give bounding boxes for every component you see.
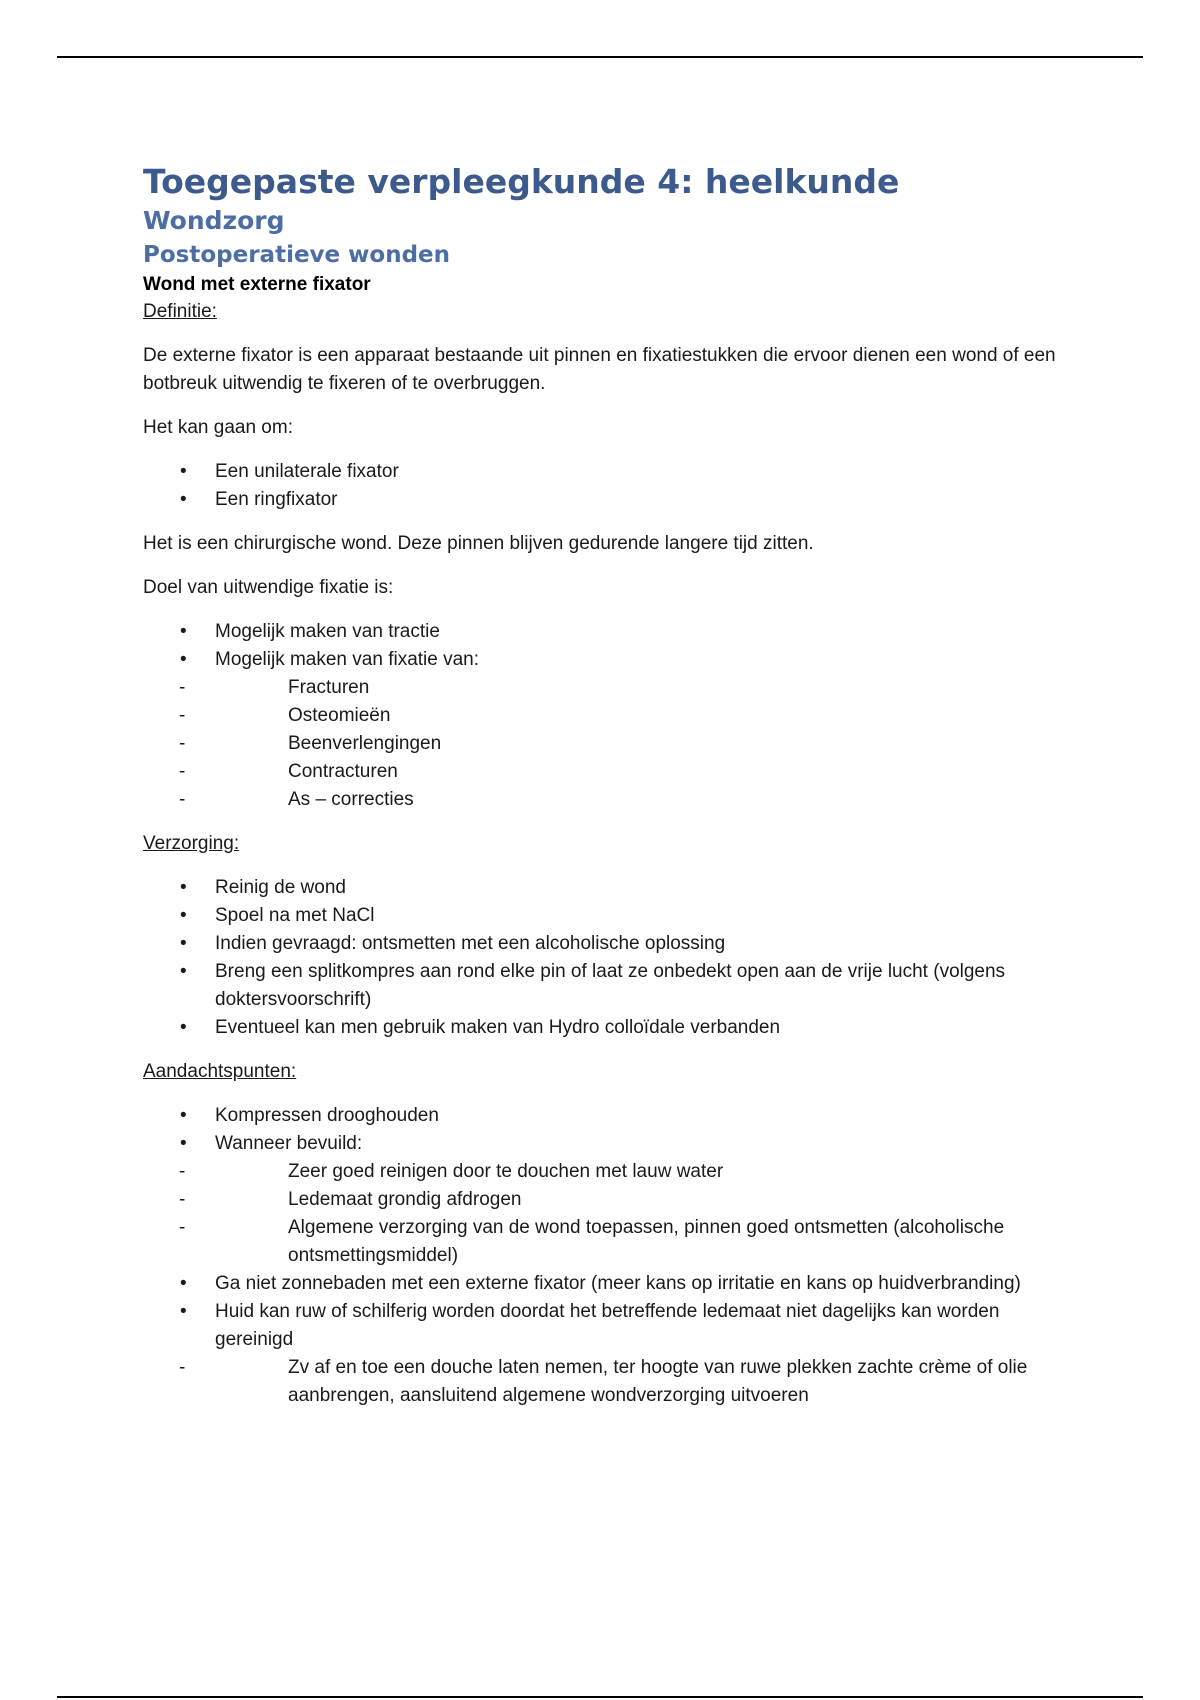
verzorging-list [143,874,1068,1042]
subsection-heading: Postoperatieve wonden [143,242,451,268]
list-item: • Een ringfixator [143,486,1068,514]
sub-list-item: - Fracturen [215,674,1068,702]
sub-list-item: - Beenverlengingen [215,730,1068,758]
list-item [143,1298,1068,1410]
fixatie-van-list [215,674,1068,814]
list-item: • Indien gevraagd: ontsmetten met een alcoholische oplossing [143,930,1068,958]
huid-list [215,1354,1068,1410]
sub-list-item: - Algemene verzorging van de wond toepassen, pinnen goed ontsmetten (alcoholische ontsmettingsmiddel) [215,1214,1068,1270]
list-item-text: Huid kan ruw of schilferig worden doordat het betreffende ledemaat niet dagelijks kan worden gereinigd [215,1301,1000,1350]
chirurgisch-text: Het is een chirurgische wond. Deze pinnen blijven gedurende langere tijd zitten. [143,533,814,554]
list-item: • Ga niet zonnebaden met een externe fixator (meer kans op irritatie en kans op huidverbranding) [143,1270,1068,1298]
list-item: • Breng een splitkompres aan rond elke pin of laat ze onbedekt open aan de vrije lucht (volgens doktersvoorschrift) [143,958,1068,1014]
doel-intro: Doel van uitwendige fixatie is: [143,577,394,598]
topic-heading: Wond met externe fixator [143,274,371,295]
definitie-heading: Definitie: [143,301,217,322]
list-item: • Mogelijk maken van tractie [143,618,1068,646]
fixator-types-list [143,458,1068,514]
kan-gaan-om: Het kan gaan om: [143,417,293,438]
list-item: • Eventueel kan men gebruik maken van Hydro colloïdale verbanden [143,1014,1068,1042]
sub-list-item: - Osteomieën [215,702,1068,730]
list-item: • Een unilaterale fixator [143,458,1068,486]
sub-list-item: - Ledemaat grondig afdrogen [215,1186,1068,1214]
doel-list [143,618,1068,814]
verzorging-heading: Verzorging: [143,833,240,854]
sub-list-item: - Zv af en toe een douche laten nemen, ter hoogte van ruwe plekken zachte crème of olie aanbrengen, aansluitend algemene wondverzorging uitvoeren [215,1354,1068,1410]
document-page [143,162,1068,1410]
section-heading: Wondzorg [143,206,285,235]
definitie-text: De externe fixator is een apparaat bestaande uit pinnen en fixatiestukken die ervoor dienen een wond of een botbreuk uitwendig te fixeren of te overbruggen. [143,345,1056,394]
list-item: • Reinig de wond [143,874,1068,902]
list-item-text: Wanneer bevuild: [215,1133,363,1154]
aandachtspunten-list [143,1102,1068,1410]
list-item [143,646,1068,814]
list-item-text: Mogelijk maken van fixatie van: [215,649,480,670]
bevuild-list [215,1158,1068,1270]
list-item: • Kompressen drooghouden [143,1102,1068,1130]
header-rule [57,56,1143,58]
document-title: Toegepaste verpleegkunde 4: heelkunde [143,162,900,201]
list-item [143,1130,1068,1270]
list-item: • Spoel na met NaCl [143,902,1068,930]
footer-rule [57,1696,1143,1698]
sub-list-item: - Zeer goed reinigen door te douchen met lauw water [215,1158,1068,1186]
aandachtspunten-heading: Aandachtspunten: [143,1061,297,1082]
sub-list-item: - Contracturen [215,758,1068,786]
sub-list-item: - As – correcties [215,786,1068,814]
